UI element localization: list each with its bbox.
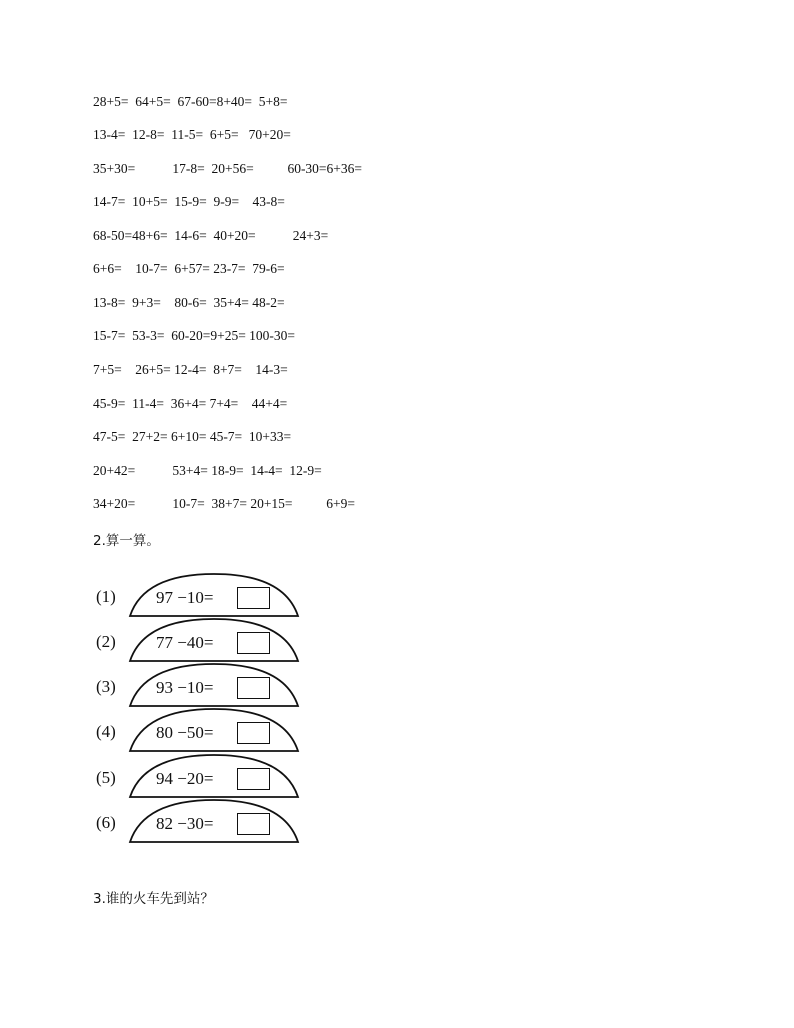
problem-row: 7+5= 26+5= 12-4= 8+7= 14-3= (93, 362, 288, 377)
dome-problem-2 (96, 618, 306, 664)
dome-shape (128, 573, 300, 619)
problem-number: (5) (96, 768, 116, 787)
dome-problem-4 (96, 708, 306, 754)
problem-row: 68-50=48+6= 14-6= 40+20= 24+3= (93, 228, 329, 243)
dome-problem-5 (96, 754, 306, 800)
problem-number: (1) (96, 587, 116, 606)
section-2-title: 2.算一算。 (93, 533, 160, 549)
dome-problem-1 (96, 573, 306, 619)
dome-shape (128, 663, 300, 709)
dome-expression: 82 −30= (156, 814, 214, 833)
problem-number: (3) (96, 677, 116, 696)
problem-number: (4) (96, 722, 116, 741)
dome-expression: 80 −50= (156, 723, 214, 742)
answer-box[interactable] (237, 813, 270, 835)
problem-number: (6) (96, 813, 116, 832)
dome-shape (128, 708, 300, 754)
dome-shape (128, 618, 300, 664)
problem-row: 45-9= 11-4= 36+4= 7+4= 44+4= (93, 396, 288, 411)
problem-row: 6+6= 10-7= 6+57= 23-7= 79-6= (93, 261, 285, 276)
dome-shape (128, 799, 300, 845)
problem-row: 28+5= 64+5= 67-60=8+40= 5+8= (93, 94, 288, 109)
dome-expression: 94 −20= (156, 769, 214, 788)
dome-problem-3 (96, 663, 306, 709)
problem-row: 15-7= 53-3= 60-20=9+25= 100-30= (93, 328, 296, 343)
answer-box[interactable] (237, 722, 270, 744)
problem-row: 13-8= 9+3= 80-6= 35+4= 48-2= (93, 295, 285, 310)
problem-row: 35+30= 17-8= 20+56= 60-30=6+36= (93, 161, 363, 176)
dome-expression: 77 −40= (156, 633, 214, 652)
dome-shape (128, 754, 300, 800)
problem-row: 14-7= 10+5= 15-9= 9-9= 43-8= (93, 194, 285, 209)
dome-problem-6 (96, 799, 306, 845)
problem-number: (2) (96, 632, 116, 651)
dome-expression: 97 −10= (156, 588, 214, 607)
answer-box[interactable] (237, 768, 270, 790)
problem-row: 13-4= 12-8= 11-5= 6+5= 70+20= (93, 127, 291, 142)
section-3-title: 3.谁的火车先到站？ (93, 891, 214, 907)
dome-expression: 93 −10= (156, 678, 214, 697)
answer-box[interactable] (237, 632, 270, 654)
problem-row: 47-5= 27+2= 6+10= 45-7= 10+33= (93, 429, 292, 444)
problem-row: 34+20= 10-7= 38+7= 20+15= 6+9= (93, 496, 356, 511)
answer-box[interactable] (237, 587, 270, 609)
problem-row: 20+42= 53+4= 18-9= 14-4= 12-9= (93, 463, 322, 478)
answer-box[interactable] (237, 677, 270, 699)
